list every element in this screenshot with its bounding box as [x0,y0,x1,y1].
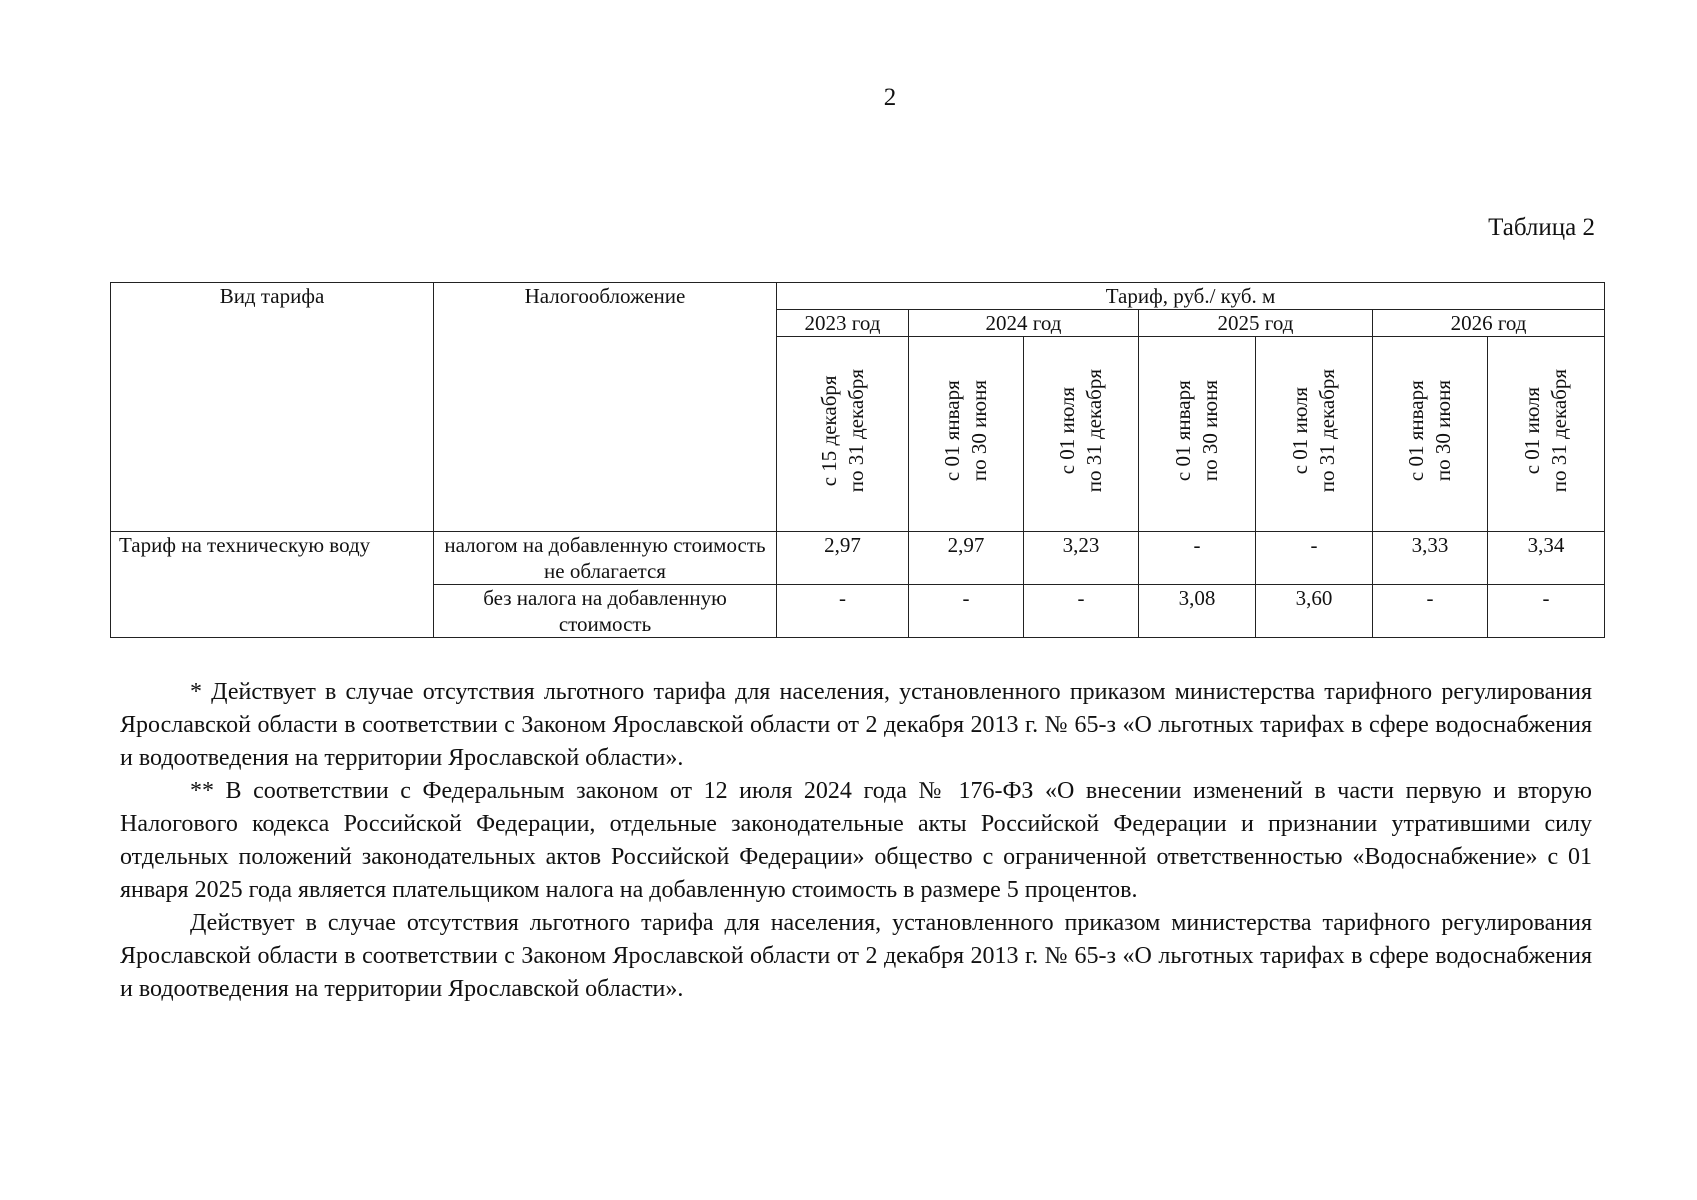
footnote-1: * Действует в случае отсутствия льготного тарифа для населения, установленного приказом министерства тарифного регулирования Ярославской области в соответствии с Законом Ярославской области от 2 декабря 2013 г. № 65-з «О льготных тарифах в сфере водоснабжения и водоотведения на территории Ярославской области». [120,679,1592,771]
footnote-3: Действует в случае отсутствия льготного тарифа для населения, установленного приказом министерства тарифного регулирования Ярославской области в соответствии с Законом Ярославской области от 2 декабря 2013 г. № 65-з «О льготных тарифах в сфере водоснабжения и водоотведения на территории Ярославской области». [120,910,1592,1002]
table-row [111,532,1605,585]
header-taxation: Налогообложение [434,283,777,532]
table-caption: Таблица 2 [1488,214,1595,241]
header-tariff-unit: Тариф, руб./ куб. м [777,283,1605,310]
header-year-2026: 2026 год [1373,310,1605,337]
value-cell: - [777,585,909,638]
header-period: с 01 июля по 31 декабря [1256,337,1373,532]
value-cell: 3,60 [1256,585,1373,638]
header-period: с 01 января по 30 июня [909,337,1024,532]
page-number: 2 [883,84,897,111]
value-cell: - [1488,585,1605,638]
header-period: с 01 января по 30 июня [1139,337,1256,532]
footnote-2: ** В соответствии с Федеральным законом от 12 июля 2024 года № 176-ФЗ «О внесении изменений в части первую и вторую Налогового кодекса Российской Федерации, отдельные законодательные акты Российской Федерации и признании утратившими силу отдельных положений законодательных актов Российской Федерации» общество с ограниченной ответственностью «Водоснабжение» с 01 января 2025 года является плательщиком налога на добавленную стоимость в размере 5 процентов. [120,778,1592,903]
header-period: с 01 июля по 31 декабря [1488,337,1605,532]
value-cell: - [909,585,1024,638]
footnotes [120,676,1592,1006]
tax-cell: налогом на добавленную стоимость не облагается [434,532,777,585]
header-period: с 01 июля по 31 декабря [1024,337,1139,532]
value-cell: - [1139,532,1256,585]
header-tariff-type: Вид тарифа [111,283,434,532]
value-cell: 2,97 [777,532,909,585]
header-period: с 15 декабря по 31 декабря [777,337,909,532]
header-period: с 01 января по 30 июня [1373,337,1488,532]
tariff-table [110,282,1605,638]
value-cell: - [1373,585,1488,638]
value-cell: 3,34 [1488,532,1605,585]
tax-cell: без налога на добавленную стоимость [434,585,777,638]
value-cell: 3,33 [1373,532,1488,585]
header-year-2025: 2025 год [1139,310,1373,337]
header-year-2023: 2023 год [777,310,909,337]
row-label: Тариф на техническую воду [111,532,434,638]
value-cell: 2,97 [909,532,1024,585]
header-year-2024: 2024 год [909,310,1139,337]
value-cell: - [1256,532,1373,585]
value-cell: 3,08 [1139,585,1256,638]
value-cell: - [1024,585,1139,638]
value-cell: 3,23 [1024,532,1139,585]
